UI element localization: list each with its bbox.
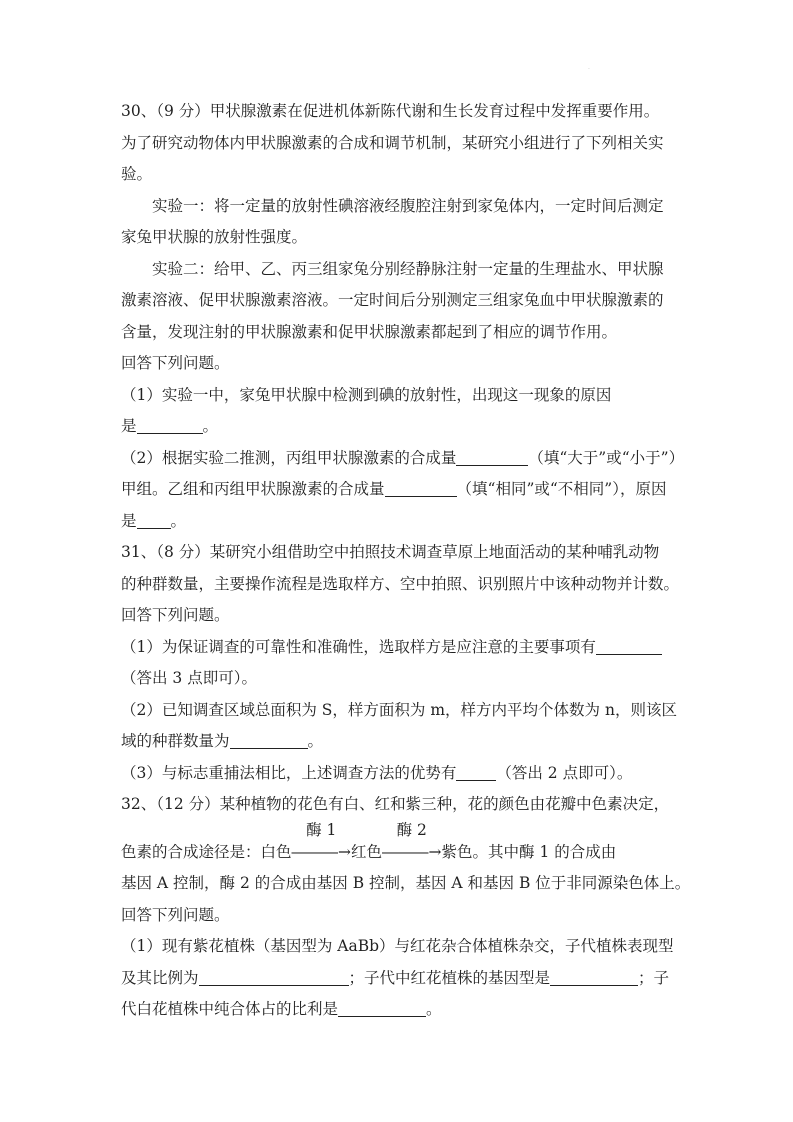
enzyme-2-arrow (382, 820, 442, 869)
text: 紫色。其中酶 1 的合成由 (441, 842, 617, 861)
q30-sub2-line-2 (121, 474, 681, 506)
q30-stem-line-3: 验。 (121, 165, 153, 183)
text: 是 (121, 511, 137, 530)
q30-exp2-line-1: 实验二：给甲、乙、丙三组家兔分别经静脉注射一定量的生理盐水、甲状腺 (152, 259, 664, 278)
q31-prompt: 回答下列问题。 (121, 606, 230, 624)
q32-stem-line-1: 32、（12 分）某种植物的花色有白、红和紫三种，花的颜色由花瓣中色素决定， (121, 795, 670, 813)
answer-blank[interactable] (385, 478, 457, 497)
answer-blank[interactable] (456, 762, 496, 781)
text: ；子 (638, 968, 670, 987)
q31-sub1-line-2: （答出 3 点即可）。 (121, 669, 257, 687)
enzyme-1-label: 酶 1 (306, 820, 337, 839)
q30-exp2-line-3: 含量，发现注射的甲状腺激素和促甲状腺激素都起到了相应的调节作用。 (121, 322, 618, 341)
q30-stem-line-2: 为了研究动物体内甲状腺激素的合成和调节机制，某研究小组进行了下列相关实 (121, 133, 664, 152)
q32-pathway-line (121, 820, 681, 869)
q30-stem-line-1: 30、（9 分）甲状腺激素在促进机体新陈代谢和生长发育过程中发挥重要作用。 (121, 102, 660, 120)
q30-prompt: 回答下列问题。 (121, 354, 230, 372)
text: ；子代中红花植株的基因型是 (348, 968, 551, 987)
q31-stem-line-2: 的种群数量，主要操作流程是选取样方、空中拍照、识别照片中该种动物并计数。 (121, 574, 680, 593)
text: （填“相同”或“不相同”），原因 (456, 480, 667, 498)
question-31 (121, 537, 681, 789)
text: 。 (426, 1000, 442, 1018)
arrow-icon: ―――→ (382, 842, 442, 861)
question-30 (121, 96, 685, 537)
q31-sub3 (121, 758, 681, 790)
document-body (121, 96, 691, 1026)
q32-sub1-line-2 (121, 963, 681, 995)
text: （1）为保证调查的可靠性和准确性，选取样方是应注意的主要事项有 (121, 637, 596, 656)
q30-sub1-line-1: （1）实验一中，家兔甲状腺中检测到碘的放射性，出现这一现象的原因 (121, 385, 612, 404)
q30-exp2-line-2: 激素溶液、促甲状腺激素溶液。一定时间后分别测定三组家兔血中甲状腺激素的 (121, 291, 664, 309)
text: 。 (202, 417, 219, 435)
text: （2）根据实验二推测，丙组甲状腺激素的合成量 (121, 448, 457, 467)
q31-sub2-line-2 (121, 726, 681, 758)
q32-sub1-line-1: （1）现有紫花植株（基因型为 AaBb）与红花杂合体植株杂交，子代植株表现型 (121, 937, 674, 955)
answer-blank[interactable] (456, 447, 528, 466)
text: 红色 (351, 842, 383, 861)
q30-exp1-line-1: 实验一：将一定量的放射性碘溶液经腹腔注射到家兔体内，一定时间后测定 (152, 196, 664, 215)
text: 是 (121, 417, 137, 435)
q32-prompt: 回答下列问题。 (121, 905, 230, 924)
answer-blank[interactable] (338, 998, 426, 1017)
q30-sub1-line-2 (121, 411, 681, 443)
answer-blank[interactable] (596, 636, 662, 655)
text: 代白花植株中纯合体占的比利是 (121, 1000, 339, 1018)
answer-blank[interactable] (137, 510, 171, 529)
q32-sub1-line-3 (121, 994, 681, 1026)
text: 。 (307, 732, 324, 750)
text: 甲组。乙组和丙组甲状腺激素的合成量 (121, 480, 385, 498)
answer-blank[interactable] (230, 730, 308, 749)
q30-exp1-line-2: 家兔甲状腺的放射性强度。 (121, 228, 308, 246)
q31-sub2-line-1: （2）已知调查区域总面积为 S，样方面积为 m，样方内平均个体数为 n，则该区 (121, 700, 677, 719)
text: 及其比例为 (121, 968, 199, 987)
text: 色素的合成途径是：白色 (121, 842, 292, 861)
page-marker: · (588, 66, 590, 73)
q31-sub1-line-1 (121, 632, 681, 664)
text: 域的种群数量为 (121, 732, 230, 750)
question-32 (121, 789, 691, 1026)
q30-sub2-line-1 (121, 443, 685, 475)
enzyme-1-arrow (291, 820, 352, 869)
enzyme-2-label: 酶 2 (396, 820, 427, 839)
answer-blank[interactable] (137, 415, 203, 434)
text: （3）与标志重捕法相比，上述调查方法的优势有 (121, 763, 457, 782)
answer-blank[interactable] (550, 967, 638, 986)
q31-stem-line-1: 31、（8 分）某研究小组借助空中拍照技术调查草原上地面活动的某种哺乳动物 (121, 543, 660, 561)
text: 。 (170, 511, 187, 530)
text: （填“大于”或“小于”） (528, 448, 685, 467)
arrow-icon: ―――→ (291, 842, 352, 861)
q32-stem-line-3: 基因 A 控制，酶 2 的合成由基因 B 控制，基因 A 和基因 B 位于非同源染色体上。 (121, 874, 691, 892)
answer-blank[interactable] (199, 967, 349, 986)
q30-sub2-line-3 (121, 506, 681, 538)
text: （答出 2 点即可）。 (496, 763, 633, 782)
